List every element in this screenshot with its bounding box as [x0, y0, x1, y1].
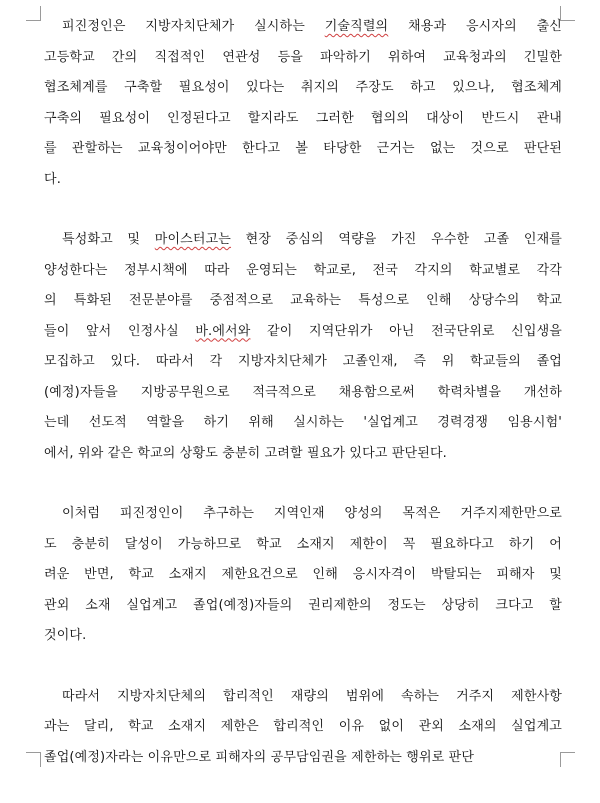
page-corner-mark-bottom-left [26, 752, 41, 767]
text-line: 를 관할하는 교육청이어야만 한다고 볼 타당한 근거는 없는 것으로 판단된 [44, 141, 562, 156]
text-line: 다. [44, 171, 61, 187]
text-line: 려운 반면, 학교 소재지 제한요건으로 인해 응시자격이 박탈되는 피해자 및 [44, 567, 562, 582]
paragraph-1 [44, 12, 562, 195]
spellcheck-underline: 바.에서와 [195, 323, 251, 339]
document-page[interactable] [44, 12, 562, 803]
text-line: 양성한다는 정부시책에 따라 운영되는 학교로, 전국 각지의 학교별로 각각 [44, 262, 562, 278]
text-line: 협조체계를 구축할 필요성이 있다는 취지의 주장도 하고 있으나, 협조체계 [44, 80, 562, 95]
text-line: 들이 앞서 인정사실 바.에서와 같이 지역단위가 아닌 전국단위로 신입생을 [44, 323, 562, 339]
text-line: 모집하고 있다. 따라서 각 지방자치단체가 고졸인재, 즉 위 학교들의 졸업 [44, 354, 562, 369]
text-line: 의 특화된 전문분야를 중점적으로 교육하는 특성으로 인해 상당수의 학교 [44, 293, 562, 308]
spellcheck-underline: 기술직렬의 [324, 19, 389, 34]
text-line: 졸업(예정)자라는 이유만으로 피해자의 공무담임권을 제한하는 행위로 판단 [44, 749, 475, 765]
text-line: 고등학교 간의 직접적인 연관성 등을 파악하기 위하여 교육청과의 긴밀한 [44, 49, 562, 65]
paragraph-3 [44, 499, 562, 652]
text-line: 것이다. [44, 628, 87, 643]
text-line: 이처럼 피진정인이 추구하는 지역인재 양성의 목적은 거주지제한만으로 [62, 506, 562, 521]
text-line: 구축의 필요성이 인정된다고 할지라도 그러한 협의의 대상이 반드시 관내 [44, 110, 562, 126]
page-corner-mark-top-right [560, 6, 575, 21]
text-line: 는데 선도적 역할을 하기 위해 실시하는 '실업계고 경력경쟁 임용시험' [44, 415, 562, 430]
text-line: 도 충분히 달성이 가능하므로 학교 소재지 제한이 꼭 필요하다고 하기 어 [44, 536, 562, 552]
paragraph-2 [44, 225, 562, 469]
text-line: 따라서 지방자치단체의 합리적인 재량의 범위에 속하는 거주지 제한사항 [62, 688, 562, 704]
paragraph-4 [44, 682, 562, 774]
spellcheck-underline: 마이스터고는 [154, 232, 232, 247]
text-line: 과는 달리, 학교 소재지 제한은 합리적인 이유 없이 관외 소재의 실업계고 [44, 719, 562, 734]
page-corner-mark-bottom-right [560, 752, 575, 767]
text-line: (예정)자들을 지방공무원으로 적극적으로 채용함으로써 학력차별을 개선하 [44, 384, 562, 400]
text-line: 피진정인은 지방자치단체가 실시하는 기술직렬의 채용과 응시자의 출신 [62, 19, 562, 34]
text-line: 특성화고 및 마이스터고는 현장 중심의 역량을 가진 우수한 고졸 인재를 [62, 232, 562, 247]
page-corner-mark-top-left [26, 6, 41, 21]
text-line: 에서, 위와 같은 학교의 상황도 충분히 고려할 필요가 있다고 판단된다. [44, 445, 447, 461]
text-line: 관외 소재 실업계고 졸업(예정)자들의 권리제한의 정도는 상당히 크다고 할 [44, 597, 562, 613]
